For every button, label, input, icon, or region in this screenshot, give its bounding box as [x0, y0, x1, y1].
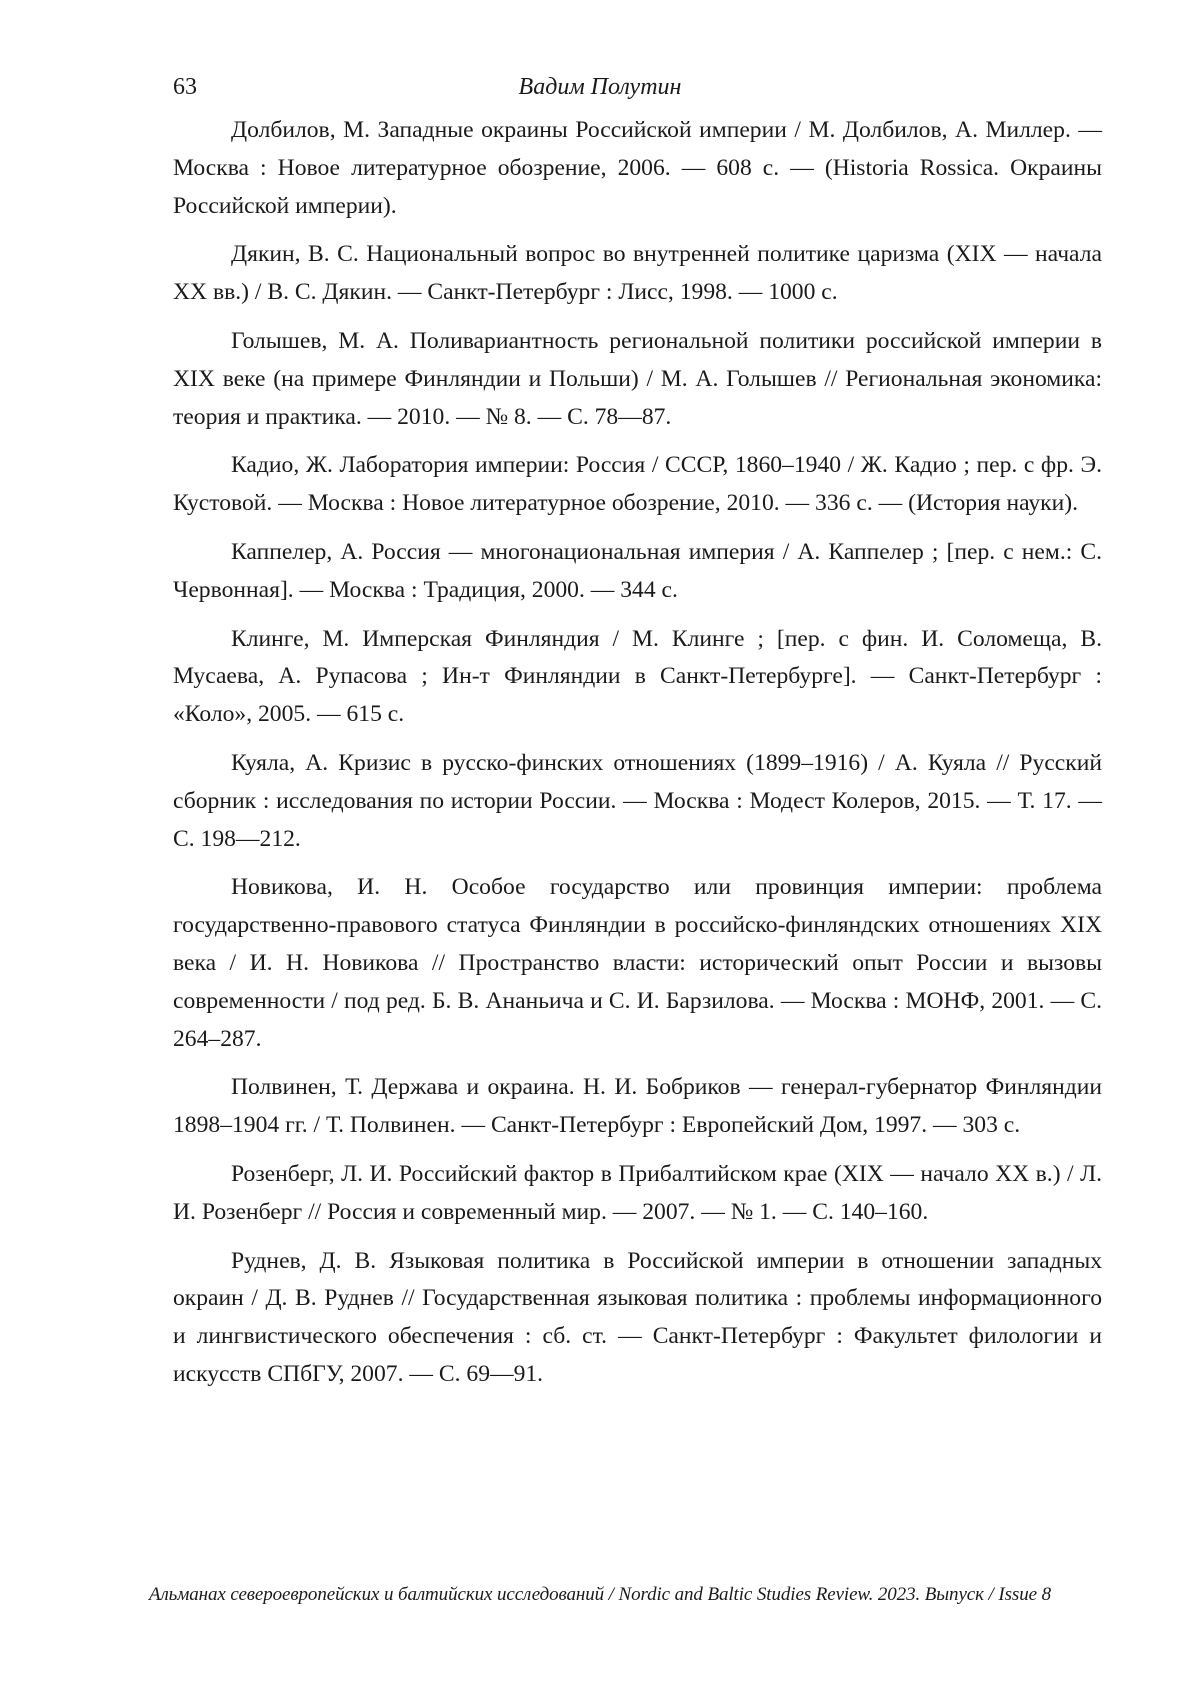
reference-item: Кадио, Ж. Лаборатория империи: Россия / СССР, 1860–1940 / Ж. Кадио ; пер. с фр. Э. Кустовой. — Москва : Новое литературное обозрение, 2010. — 336 с. — (История науки).: [173, 447, 1102, 523]
reference-item: Долбилов, М. Западные окраины Российской империи / М. Долбилов, А. Миллер. — Москва : Новое литературное обозрение, 2006. — 608 с. — (Historia Rossica. Окраины Российской империи).: [173, 112, 1102, 225]
reference-item: Новикова, И. Н. Особое государство или провинция империи: проблема государственно-правового статуса Финляндии в российско-финляндских отношениях XIX века / И. Н. Новикова // Пространство власти: исторический опыт России и вызовы современности / под ред. Б. В. Ананьича и С. И. Барзилова. — Москва : МОНФ, 2001. — С. 264–287.: [173, 869, 1102, 1058]
reference-item: Каппелер, А. Россия — многонациональная империя / А. Каппелер ; [пер. с нем.: С. Червонная]. — Москва : Традиция, 2000. — 344 с.: [173, 534, 1102, 610]
reference-item: Клинге, М. Имперская Финляндия / М. Клинге ; [пер. с фин. И. Соломеща, В. Мусаева, А. Рупасова ; Ин-т Финляндии в Санкт-Петербурге]. — Санкт-Петербург : «Коло», 2005. — 615 с.: [173, 621, 1102, 734]
reference-item: Куяла, А. Кризис в русско-финских отношениях (1899–1916) / А. Куяла // Русский сборник : исследования по истории России. — Москва : Модест Колеров, 2015. — Т. 17. — С. 198—212.: [173, 745, 1102, 858]
reference-item: Голышев, М. А. Поливариантность региональной политики российской империи в XIX веке (на примере Финляндии и Польши) / М. А. Голышев // Региональная экономика: теория и практика. — 2010. — № 8. — С. 78—87.: [173, 323, 1102, 436]
page-number: 63: [173, 72, 197, 102]
reference-list: [173, 112, 1102, 1405]
reference-item: Полвинен, Т. Держава и окраина. Н. И. Бобриков — генерал-губернатор Финляндии 1898–1904 гг. / Т. Полвинен. — Санкт-Петербург : Европейский Дом, 1997. — 303 с.: [173, 1069, 1102, 1145]
journal-footer: Альманах североевропейских и балтийских исследований / Nordic and Baltic Studies Review. 2023. Выпуск / Issue 8: [0, 1583, 1200, 1607]
running-title-author: Вадим Полутин: [0, 72, 1200, 102]
reference-item: Розенберг, Л. И. Российский фактор в Прибалтийском крае (XIX — начало XX в.) / Л. И. Розенберг // Россия и современный мир. — 2007. — № 1. — С. 140–160.: [173, 1156, 1102, 1232]
reference-item: Руднев, Д. В. Языковая политика в Российской империи в отношении западных окраин / Д. В. Руднев // Государственная языковая политика : проблемы информационного и лингвистического обеспечения : сб. ст. — Санкт-Петербург : Факультет филологии и искусств СПбГУ, 2007. — С. 69—91.: [173, 1243, 1102, 1394]
reference-item: Дякин, В. С. Национальный вопрос во внутренней политике царизма (XIX — начала XX вв.) / В. С. Дякин. — Санкт-Петербург : Лисс, 1998. — 1000 с.: [173, 236, 1102, 312]
